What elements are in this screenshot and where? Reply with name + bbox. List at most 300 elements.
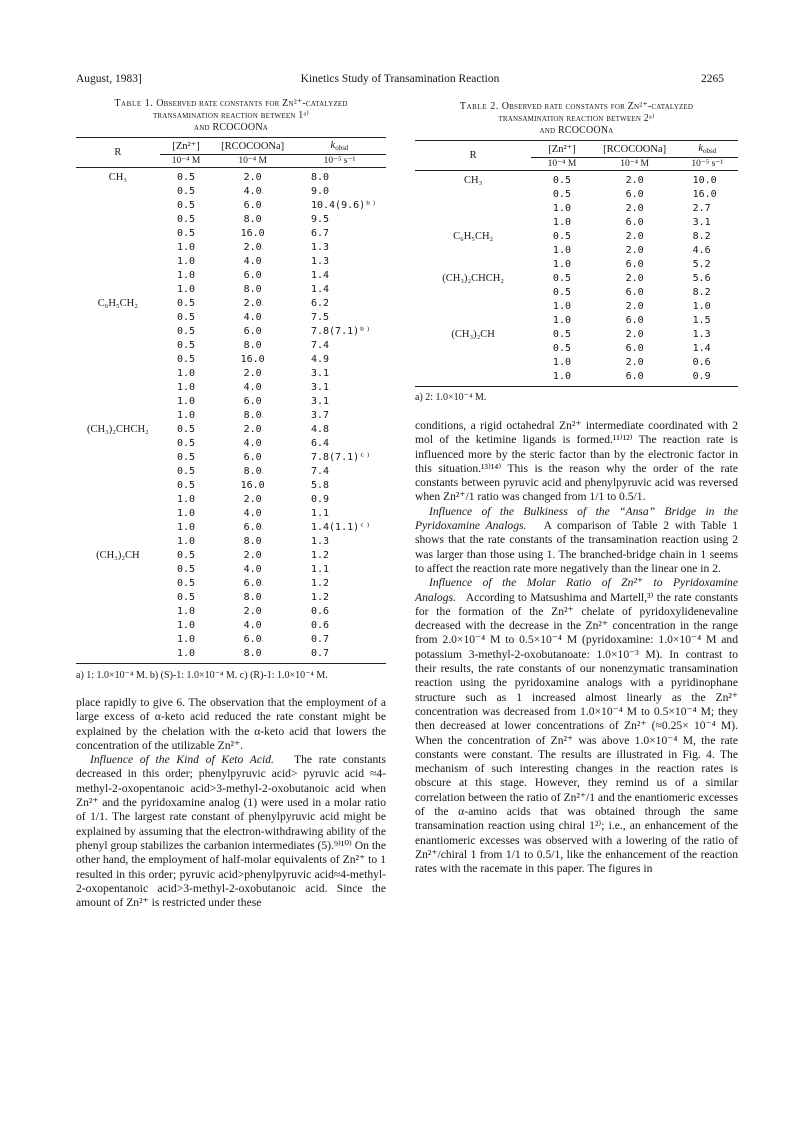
table2-unit-k: 10⁻⁵ s⁻¹ [677, 158, 738, 171]
cell-k: 8.2 [692, 231, 711, 242]
cell-keto: 2.0 [243, 368, 262, 379]
cell-zn: 0.5 [177, 424, 196, 435]
table2-body [415, 171, 738, 387]
cell-r: (CH₃)₂CH [451, 329, 495, 340]
cell-keto: 8.0 [243, 536, 262, 547]
cell-k: 1.3 [692, 329, 711, 340]
table-row [415, 258, 738, 272]
cell-r [415, 370, 531, 387]
cell-r [415, 258, 531, 272]
cell-keto: 6.0 [625, 371, 644, 382]
table-row [76, 297, 386, 311]
running-head [76, 73, 724, 89]
cell-keto: 6.0 [243, 578, 262, 589]
cell-keto: 8.0 [243, 340, 262, 351]
cell-keto: 8.0 [243, 410, 262, 421]
cell-zn: 1.0 [552, 245, 571, 256]
cell-r: CH₃ [108, 172, 127, 183]
cell-r [415, 356, 531, 370]
table-row [76, 479, 386, 493]
right-paragraph-2-body: A comparison of Table 2 with Table 1 shows that the rate constants of the transamination reaction using 2 was larger than those using 1. The branched-bridge chain in 1 seems to affect the reaction rate more negatively than the linear one in 2. [415, 519, 738, 575]
table2-header-keto: [RCOCOONa] [603, 144, 667, 155]
cell-keto: 6.0 [625, 315, 644, 326]
cell-keto: 4.0 [243, 564, 262, 575]
cell-zn: 1.0 [177, 410, 196, 421]
cell-k: 6.4 [310, 438, 330, 449]
table1-header-keto: [RCOCOONa] [221, 141, 285, 152]
cell-r [76, 605, 160, 619]
cell-k: 5.2 [692, 259, 711, 270]
cell-r [76, 409, 160, 423]
cell-keto: 6.0 [243, 452, 262, 463]
cell-r: (CH₃)₂CH [96, 550, 140, 561]
cell-k: 7.4 [310, 466, 330, 477]
cell-r [76, 269, 160, 283]
cell-r: CH₃ [464, 175, 483, 186]
cell-keto: 6.0 [625, 343, 644, 354]
cell-k: 1.2 [310, 578, 330, 589]
cell-k: 4.6 [692, 245, 711, 256]
table-row [76, 437, 386, 451]
cell-r [76, 577, 160, 591]
cell-keto: 8.0 [243, 284, 262, 295]
table1-label: Table 1. [114, 98, 154, 109]
right-paragraph-3 [415, 576, 738, 876]
table1-caption-line2: transamination reaction between 1ᵃ⁾ [152, 110, 310, 121]
cell-r [415, 300, 531, 314]
table-row [76, 339, 386, 353]
table2-header-row [415, 141, 738, 158]
table-row [76, 493, 386, 507]
cell-keto: 4.0 [243, 508, 262, 519]
cell-zn: 1.0 [177, 508, 196, 519]
table-row [415, 328, 738, 342]
cell-keto: 2.0 [243, 550, 262, 561]
cell-r [76, 591, 160, 605]
table1-header-zn: [Zn²⁺] [172, 141, 200, 152]
right-body-text [415, 419, 738, 877]
cell-zn: 0.5 [552, 189, 571, 200]
table2-unit-keto: 10⁻⁴ M [593, 158, 677, 171]
cell-keto: 6.0 [243, 270, 262, 281]
cell-k: 7.8(7.1)ᶜ⁾ [310, 452, 372, 463]
cell-k: 1.3 [310, 256, 330, 267]
table-row [76, 409, 386, 423]
cell-keto: 2.0 [625, 301, 644, 312]
cell-keto: 16.0 [240, 354, 265, 365]
cell-k: 16.0 [692, 189, 717, 200]
table1-footnote: a) 1: 1.0×10⁻⁴ M. b) (S)-1: 1.0×10⁻⁴ M. c) (R)-1: 1.0×10⁻⁴ M. [76, 670, 328, 681]
cell-zn: 0.5 [177, 480, 196, 491]
cell-r [76, 255, 160, 269]
cell-keto: 6.0 [243, 200, 262, 211]
cell-r [76, 535, 160, 549]
right-paragraph-2 [415, 505, 738, 576]
cell-zn: 0.5 [177, 550, 196, 561]
cell-zn: 1.0 [177, 256, 196, 267]
table-row [76, 381, 386, 395]
table-row [76, 311, 386, 325]
table-row [76, 647, 386, 664]
table2-header-r: R [469, 149, 477, 161]
table-row [415, 272, 738, 286]
cell-r [76, 507, 160, 521]
cell-k: 4.9 [310, 354, 330, 365]
cell-keto: 2.0 [625, 357, 644, 368]
cell-zn: 0.5 [177, 326, 196, 337]
table-row [76, 353, 386, 367]
cell-k: 3.7 [310, 410, 330, 421]
cell-r [76, 493, 160, 507]
cell-r [76, 367, 160, 381]
table2-header-k: $k_{obsd}$ [698, 143, 717, 155]
table-row [76, 577, 386, 591]
cell-r [415, 188, 531, 202]
cell-zn: 1.0 [177, 620, 196, 631]
table-row [415, 356, 738, 370]
table-row [76, 255, 386, 269]
table1-caption-line3: and RCOCOONa [193, 122, 269, 133]
running-head-title: Kinetics Study of Transamination Reaction [300, 73, 500, 85]
cell-zn: 1.0 [552, 371, 571, 382]
table2 [415, 140, 738, 387]
heading-molar-ratio: Influence of the Molar Ratio of Zn²⁺ to Pyridoxamine Analogs. [415, 576, 738, 604]
cell-k: 3.1 [310, 368, 330, 379]
table-row [76, 325, 386, 339]
table2-footnote: a) 2: 1.0×10⁻⁴ M. [415, 392, 487, 403]
cell-k: 1.2 [310, 592, 330, 603]
table-row [76, 367, 386, 381]
cell-keto: 4.0 [243, 312, 262, 323]
cell-zn: 0.5 [177, 200, 196, 211]
cell-keto: 6.0 [625, 217, 644, 228]
table-row [415, 244, 738, 258]
table-row [76, 521, 386, 535]
table1-body [76, 168, 386, 664]
cell-r [76, 437, 160, 451]
cell-keto: 8.0 [243, 648, 262, 659]
cell-zn: 0.5 [552, 273, 571, 284]
cell-r [76, 213, 160, 227]
cell-r [76, 479, 160, 493]
cell-keto: 4.0 [243, 256, 262, 267]
cell-r [76, 185, 160, 199]
cell-k: 1.1 [310, 564, 330, 575]
cell-k: 4.8 [310, 424, 330, 435]
right-paragraph-1: conditions, a rigid octahedral Zn²⁺ intermediate coordinated with 2 mol of the ketimine ligands is formed.¹¹⁾¹²⁾ The reaction rate is influenced more by the steric factor than by the electronic factor in this situation.¹³⁾¹⁴⁾ This is the reason why the order of the rate constants between pyruvic acid and phenylpyruvic acid was reversed when Zn²⁺/1 ratio was changed from 1/1 to 0.5/1. [415, 419, 738, 504]
cell-k: 3.1 [310, 382, 330, 393]
cell-r [415, 286, 531, 300]
cell-keto: 8.0 [243, 466, 262, 477]
cell-zn: 1.0 [177, 522, 196, 533]
table1-header-r: R [114, 146, 122, 158]
cell-k: 0.6 [310, 606, 330, 617]
cell-r [76, 199, 160, 213]
cell-zn: 0.5 [552, 329, 571, 340]
cell-r [76, 451, 160, 465]
table-row [76, 283, 386, 297]
cell-k: 5.8 [310, 480, 330, 491]
table2-label: Table 2. [459, 101, 499, 112]
left-paragraph-2 [76, 753, 386, 910]
table-row [76, 549, 386, 563]
table2-unit-zn: 10⁻⁴ M [531, 158, 592, 171]
left-body-text [76, 696, 386, 910]
cell-keto: 4.0 [243, 620, 262, 631]
table1-header-row [76, 138, 386, 155]
cell-r [76, 311, 160, 325]
table-row [415, 370, 738, 387]
cell-k: 2.7 [692, 203, 711, 214]
cell-r [76, 381, 160, 395]
cell-k: 6.7 [310, 228, 330, 239]
cell-keto: 2.0 [243, 242, 262, 253]
table-row [76, 451, 386, 465]
cell-zn: 1.0 [177, 536, 196, 547]
cell-k: 7.4 [310, 340, 330, 351]
table2-caption-line2: transamination reaction between 2ᵃ⁾ [498, 113, 655, 124]
cell-keto: 2.0 [243, 494, 262, 505]
table1-caption [76, 98, 386, 134]
cell-keto: 8.0 [243, 592, 262, 603]
cell-keto: 4.0 [243, 186, 262, 197]
cell-zn: 0.5 [177, 354, 196, 365]
cell-keto: 6.0 [625, 189, 644, 200]
cell-k: 0.9 [310, 494, 330, 505]
cell-zn: 0.5 [177, 438, 196, 449]
cell-keto: 16.0 [240, 480, 265, 491]
table-row [76, 395, 386, 409]
cell-keto: 2.0 [243, 172, 262, 183]
cell-keto: 6.0 [625, 259, 644, 270]
cell-zn: 1.0 [552, 259, 571, 270]
cell-k: 1.5 [692, 315, 711, 326]
table-row [76, 168, 386, 186]
cell-zn: 1.0 [177, 368, 196, 379]
table-row [76, 535, 386, 549]
cell-zn: 0.5 [177, 214, 196, 225]
table1-caption-line1: Observed rate constants for Zn²⁺-catalyzed [156, 98, 348, 109]
cell-zn: 0.5 [177, 186, 196, 197]
cell-k: 1.4 [310, 284, 330, 295]
table1 [76, 137, 386, 664]
cell-keto: 4.0 [243, 382, 262, 393]
table-row [76, 563, 386, 577]
cell-r [76, 339, 160, 353]
cell-r: C₆H₅CH₂ [97, 298, 138, 309]
cell-keto: 2.0 [625, 175, 644, 186]
cell-k: 1.2 [310, 550, 330, 561]
cell-zn: 0.5 [177, 578, 196, 589]
cell-r [76, 619, 160, 633]
cell-r [76, 647, 160, 664]
table-row [76, 423, 386, 437]
cell-k: 8.0 [310, 172, 330, 183]
cell-k: 1.0 [692, 301, 711, 312]
cell-keto: 2.0 [625, 245, 644, 256]
heading-ansa-bridge: Influence of the Bulkiness of the “Ansa” Bridge in the Pyridoxamine Analogs. [415, 504, 738, 533]
cell-zn: 1.0 [177, 648, 196, 659]
table1-unit-zn: 10⁻⁴ M [160, 155, 213, 168]
cell-r [76, 283, 160, 297]
table-row [415, 286, 738, 300]
cell-zn: 0.5 [552, 231, 571, 242]
cell-r [76, 325, 160, 339]
cell-k: 1.3 [310, 536, 330, 547]
table-row [415, 202, 738, 216]
cell-keto: 6.0 [243, 326, 262, 337]
cell-r [76, 227, 160, 241]
cell-k: 1.4 [310, 270, 330, 281]
table-row [76, 633, 386, 647]
table-row [415, 342, 738, 356]
cell-r: C₆H₅CH₂ [453, 231, 494, 242]
cell-r: (CH₃)₂CHCH₂ [86, 424, 149, 435]
page-number: 2265 [701, 73, 724, 85]
cell-zn: 0.5 [177, 564, 196, 575]
cell-k: 1.3 [310, 242, 330, 253]
table2-header-zn: [Zn²⁺] [548, 144, 576, 155]
heading-keto-acid: Influence of the Kind of Keto Acid. [90, 753, 274, 767]
cell-zn: 1.0 [177, 242, 196, 253]
table-row [76, 185, 386, 199]
cell-keto: 6.0 [243, 396, 262, 407]
table-row [76, 227, 386, 241]
cell-r [76, 465, 160, 479]
cell-keto: 6.0 [243, 522, 262, 533]
cell-k: 9.5 [310, 214, 330, 225]
cell-keto: 6.0 [243, 634, 262, 645]
cell-k: 3.1 [692, 217, 711, 228]
cell-keto: 2.0 [625, 273, 644, 284]
cell-zn: 1.0 [177, 494, 196, 505]
cell-k: 10.4(9.6)ᵇ⁾ [310, 200, 378, 211]
cell-zn: 1.0 [177, 634, 196, 645]
cell-zn: 0.5 [177, 298, 196, 309]
table2-caption [415, 101, 738, 137]
cell-r [415, 342, 531, 356]
cell-k: 1.1 [310, 508, 330, 519]
cell-keto: 2.0 [625, 231, 644, 242]
table-row [76, 619, 386, 633]
table-row [76, 591, 386, 605]
table-row [415, 216, 738, 230]
table1-header-k: $k_{obsd}$ [330, 140, 349, 152]
cell-r [415, 202, 531, 216]
cell-zn: 0.5 [177, 592, 196, 603]
table-row [76, 269, 386, 283]
cell-r [415, 244, 531, 258]
cell-zn: 0.5 [177, 340, 196, 351]
cell-zn: 0.5 [177, 466, 196, 477]
cell-k: 8.2 [692, 287, 711, 298]
cell-k: 1.4 [692, 343, 711, 354]
cell-r [76, 241, 160, 255]
table-row [76, 507, 386, 521]
cell-k: 6.2 [310, 298, 330, 309]
right-column [415, 101, 738, 877]
cell-r [76, 353, 160, 367]
cell-zn: 1.0 [552, 357, 571, 368]
cell-k: 0.7 [310, 634, 330, 645]
cell-keto: 2.0 [243, 424, 262, 435]
cell-zn: 1.0 [552, 315, 571, 326]
cell-zn: 0.5 [552, 343, 571, 354]
cell-k: 0.6 [692, 357, 711, 368]
table-row [76, 199, 386, 213]
table1-unit-k: 10⁻⁵ s⁻¹ [293, 155, 386, 168]
table-row [415, 188, 738, 202]
table2-caption-line3: and RCOCOONa [539, 125, 614, 136]
cell-keto: 2.0 [625, 203, 644, 214]
left-paragraph-1: place rapidly to give 6. The observation that the employment of a large excess of α-keto acid reduced the rate constant might be explained by the chelation with the α-keto acid that lowers the concentration of the utilizable Zn²⁺. [76, 696, 386, 752]
cell-r [76, 633, 160, 647]
cell-zn: 0.5 [177, 312, 196, 323]
cell-k: 0.6 [310, 620, 330, 631]
cell-zn: 1.0 [552, 301, 571, 312]
cell-r [76, 395, 160, 409]
cell-zn: 0.5 [177, 172, 196, 183]
cell-k: 7.8(7.1)ᵇ⁾ [310, 326, 372, 337]
table-row [76, 213, 386, 227]
cell-k: 5.6 [692, 273, 711, 284]
table2-caption-line1: Observed rate constants for Zn²⁺-catalyzed [501, 101, 694, 112]
table-row [415, 300, 738, 314]
cell-k: 10.0 [692, 175, 717, 186]
cell-r: (CH₃)₂CHCH₂ [442, 273, 504, 284]
cell-k: 0.7 [310, 648, 330, 659]
cell-keto: 2.0 [625, 329, 644, 340]
right-paragraph-3-body: According to Matsushima and Martell,³⁾ the rate constants for the formation of the Zn²⁺ chelate of pyridoxylidenevaline decreased with the decrease in the Zn²⁺ concentration in the range from 2.0×10⁻⁴ M to 0.5×10⁻⁴ M (pyridoxamine: 1.0×10⁻⁴ M and potassium 3-methyl-2-oxobutanoate: 1.0×10⁻³ M). In contrast to their results, the rate constants of our nonenzymatic transamination reaction using the pyridoxamine analogs with a pyridinophane structure such as 1 increased almost linearly as the Zn²⁺ concentration was decreased from 1.0×10⁻⁴ M to 0.5×10⁻⁴ M; they then decreased at lower concentrations of Zn²⁺ (≈0.25× 10⁻⁴ M). When the concentration of Zn²⁺ was above 1.0×10⁻⁴ M, the rate constants were constant. The results are illustrated in Fig. 4. The mechanism of such interesting changes in the reaction rates is obscure at this stage. However, they remind us of a similar correlation between the ratio of Zn²⁺/1 and the enantiomeric excesses of the α-amino acids that was obtained through the same transamination reaction using chiral 1²⁾; i.e., an enhancement of the enantiomeric excesses was observed with a lowering of the ratio of Zn²⁺/chiral 1 from 1/1 to 0.5/1, like the enhancement of the reaction rates with the racemate in this paper. The figures in [415, 590, 738, 876]
cell-keto: 2.0 [243, 298, 262, 309]
table1-unit-keto: 10⁻⁴ M [212, 155, 293, 168]
cell-zn: 1.0 [177, 606, 196, 617]
running-head-date: August, 1983] [76, 73, 142, 85]
cell-r [415, 314, 531, 328]
left-column [76, 98, 386, 910]
cell-zn: 0.5 [177, 452, 196, 463]
cell-keto: 8.0 [243, 214, 262, 225]
cell-k: 1.4(1.1)ᶜ⁾ [310, 522, 372, 533]
table-row [415, 230, 738, 244]
cell-keto: 2.0 [243, 606, 262, 617]
cell-zn: 1.0 [552, 203, 571, 214]
cell-zn: 0.5 [177, 228, 196, 239]
cell-k: 7.5 [310, 312, 330, 323]
cell-keto: 16.0 [240, 228, 265, 239]
cell-r [415, 216, 531, 230]
cell-zn: 1.0 [177, 396, 196, 407]
cell-k: 0.9 [692, 371, 711, 382]
table-row [76, 605, 386, 619]
cell-r [76, 521, 160, 535]
cell-keto: 4.0 [243, 438, 262, 449]
cell-zn: 1.0 [177, 284, 196, 295]
cell-zn: 1.0 [552, 217, 571, 228]
cell-keto: 6.0 [625, 287, 644, 298]
cell-zn: 1.0 [177, 382, 196, 393]
table-row [415, 171, 738, 189]
cell-k: 9.0 [310, 186, 330, 197]
cell-r [76, 563, 160, 577]
left-paragraph-2-body: The rate constants decreased in this order; phenylpyruvic acid> pyruvic acid ≈4-methyl-2-oxopentanoic acid>3-methyl-2-oxobutanoic acid when Zn²⁺ and the pyridoxamine analog (1) were used in a molar ratio of 1/1. The largest rate constant of phenylpyruvic acid might be explained by assuming that the electron-withdrawing ability of the phenyl group stabilizes the carbanion intermediates (5).⁹⁾¹⁰⁾ On the other hand, the employment of half-molar equivalents of Zn²⁺ to 1 resulted in this order; pyruvic acid>phenylpyruvic acid≈4-methyl-2-oxopentanoic acid>3-methyl-2-oxobutanoic acid. Since the amount of Zn²⁺ is restricted under these [76, 753, 386, 910]
table-row [76, 465, 386, 479]
cell-zn: 1.0 [177, 270, 196, 281]
cell-k: 3.1 [310, 396, 330, 407]
cell-zn: 0.5 [552, 175, 571, 186]
table-row [76, 241, 386, 255]
cell-zn: 0.5 [552, 287, 571, 298]
